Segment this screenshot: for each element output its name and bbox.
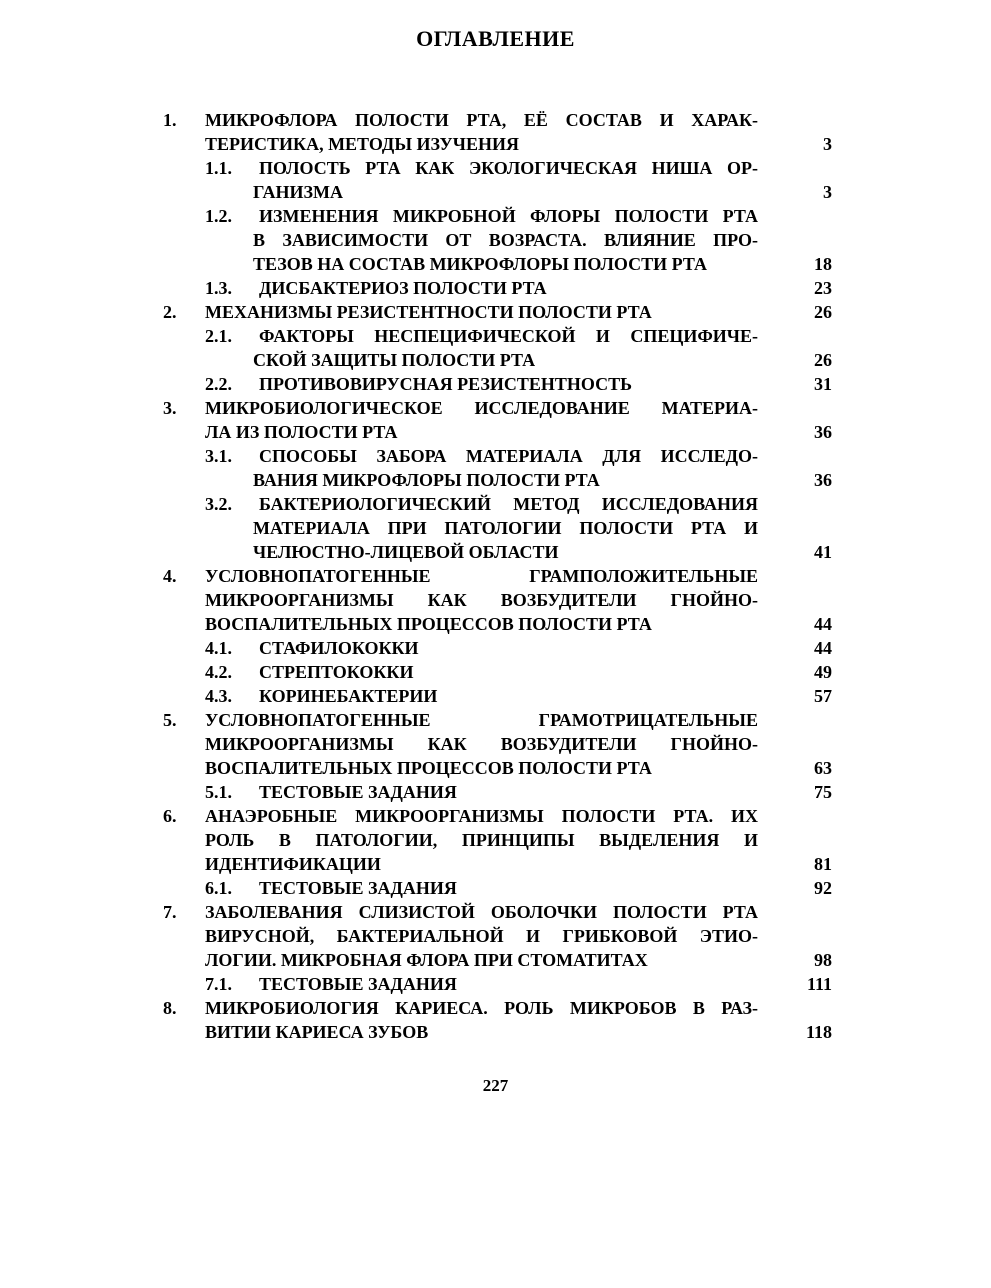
page-ref: 44 [814,638,832,658]
section-title: МИКРОБИОЛОГИЧЕСКОЕ ИССЛЕДОВАНИЕ МАТЕРИА- [205,398,758,418]
toc-line [0,300,991,324]
toc-line [0,780,991,804]
toc-line [0,252,991,276]
section-title: КОРИНЕБАКТЕРИИ [259,686,438,706]
toc-entry [0,804,991,876]
section-title: ЧЕЛЮСТНО-ЛИЦЕВОЙ ОБЛАСТИ [253,542,559,562]
toc-line [0,204,991,228]
section-title: ВАНИЯ МИКРОФЛОРЫ ПОЛОСТИ РТА [253,470,600,490]
page-ref: 75 [814,782,832,802]
section-title: СПОСОБЫ ЗАБОРА МАТЕРИАЛА ДЛЯ ИССЛЕДО- [259,446,758,466]
section-title: ПОЛОСТЬ РТА КАК ЭКОЛОГИЧЕСКАЯ НИША ОР- [259,158,758,178]
toc-entry [0,876,991,900]
section-title: ИДЕНТИФИКАЦИИ [205,854,381,874]
page-number: 227 [482,1076,509,1095]
toc-line [0,900,991,924]
page-title: ОГЛАВЛЕНИЕ [416,26,575,51]
toc-entry [0,156,991,204]
toc-line [0,852,991,876]
page-ref: 81 [814,854,832,874]
page-ref: 3 [823,134,832,154]
section-title: ПРОТИВОВИРУСНАЯ РЕЗИСТЕНТНОСТЬ [259,374,633,394]
toc-entry [0,660,991,684]
toc-line [0,804,991,828]
toc-line [0,684,991,708]
section-title: ВОСПАЛИТЕЛЬНЫХ ПРОЦЕССОВ ПОЛОСТИ РТА [205,614,652,634]
toc-entry [0,900,991,972]
toc-line [0,996,991,1020]
toc-line [0,1020,991,1044]
page-ref: 36 [814,422,832,442]
toc-line [0,468,991,492]
toc-entry [0,372,991,396]
toc-line [0,180,991,204]
section-title: ЛОГИИ. МИКРОБНАЯ ФЛОРА ПРИ СТОМАТИТАХ [205,950,648,970]
section-number: 1.3. [205,278,232,298]
section-title: ВОСПАЛИТЕЛЬНЫХ ПРОЦЕССОВ ПОЛОСТИ РТА [205,758,652,778]
toc-entry [0,972,991,996]
section-title: ТЕСТОВЫЕ ЗАДАНИЯ [259,782,457,802]
toc-line [0,156,991,180]
section-title: СКОЙ ЗАЩИТЫ ПОЛОСТИ РТА [253,350,536,370]
toc-line [0,948,991,972]
section-number: 2. [163,302,177,322]
section-number: 4.1. [205,638,232,658]
toc-entry [0,636,991,660]
toc-line [0,516,991,540]
section-title: ТЕСТОВЫЕ ЗАДАНИЯ [259,974,457,994]
page-ref: 23 [814,278,832,298]
section-title: ЛА ИЗ ПОЛОСТИ РТА [205,422,398,442]
toc-entry [0,276,991,300]
toc-line [0,924,991,948]
toc-entry [0,996,991,1044]
section-title: ВИРУСНОЙ, БАКТЕРИАЛЬНОЙ И ГРИБКОВОЙ ЭТИО- [205,926,758,946]
toc-line [0,444,991,468]
section-title: В ЗАВИСИМОСТИ ОТ ВОЗРАСТА. ВЛИЯНИЕ ПРО- [253,230,758,250]
toc-line [0,324,991,348]
section-title: ГАНИЗМА [253,182,343,202]
section-title: СТАФИЛОКОККИ [259,638,419,658]
toc-entry [0,324,991,372]
toc-line [0,276,991,300]
toc-line [0,876,991,900]
toc-line [0,396,991,420]
toc-line [0,132,991,156]
page-ref: 44 [814,614,832,634]
section-title: МАТЕРИАЛА ПРИ ПАТОЛОГИИ ПОЛОСТИ РТА И [253,518,758,538]
section-title: БАКТЕРИОЛОГИЧЕСКИЙ МЕТОД ИССЛЕДОВАНИЯ [259,494,758,514]
section-title: ФАКТОРЫ НЕСПЕЦИФИЧЕСКОЙ И СПЕЦИФИЧЕ- [259,326,758,346]
section-number: 6.1. [205,878,232,898]
toc-line [0,420,991,444]
section-title: ДИСБАКТЕРИОЗ ПОЛОСТИ РТА [259,278,547,298]
section-number: 1. [163,110,177,130]
page-ref: 49 [814,662,832,682]
toc-entry [0,444,991,492]
section-number: 4.3. [205,686,232,706]
page-ref: 26 [814,350,832,370]
page-ref: 41 [814,542,832,562]
section-title: ТЕЗОВ НА СОСТАВ МИКРОФЛОРЫ ПОЛОСТИ РТА [253,254,707,274]
section-title: ИЗМЕНЕНИЯ МИКРОБНОЙ ФЛОРЫ ПОЛОСТИ РТА [259,206,758,226]
section-title: МИКРОФЛОРА ПОЛОСТИ РТА, ЕЁ СОСТАВ И ХАРАК- [205,110,758,130]
section-title: ВИТИИ КАРИЕСА ЗУБОВ [205,1022,429,1042]
toc-line [0,972,991,996]
section-title: МИКРООРГАНИЗМЫ КАК ВОЗБУДИТЕЛИ ГНОЙНО- [205,590,758,610]
toc-entry [0,204,991,276]
section-number: 2.1. [205,326,232,346]
section-number: 3.2. [205,494,232,514]
toc-line [0,732,991,756]
toc-line [0,756,991,780]
section-title: УСЛОВНОПАТОГЕННЫЕ ГРАМПОЛОЖИТЕЛЬНЫЕ [205,566,758,586]
toc-line [0,660,991,684]
page-ref: 63 [814,758,832,778]
section-number: 6. [163,806,177,826]
page-ref: 57 [814,686,832,706]
section-number: 1.1. [205,158,232,178]
page-ref: 92 [814,878,832,898]
section-number: 7.1. [205,974,232,994]
section-number: 2.2. [205,374,232,394]
page-ref: 118 [805,1022,832,1042]
toc-line [0,564,991,588]
toc-line [0,612,991,636]
page-ref: 18 [814,254,832,274]
table-of-contents [0,108,991,1044]
section-title: РОЛЬ В ПАТОЛОГИИ, ПРИНЦИПЫ ВЫДЕЛЕНИЯ И [205,830,758,850]
toc-entry [0,108,991,156]
toc-entry [0,708,991,780]
section-title: МИКРООРГАНИЗМЫ КАК ВОЗБУДИТЕЛИ ГНОЙНО- [205,734,758,754]
toc-line [0,828,991,852]
section-number: 4.2. [205,662,232,682]
section-number: 5.1. [205,782,232,802]
toc-line [0,492,991,516]
section-number: 8. [163,998,177,1018]
section-number: 7. [163,902,177,922]
page-ref: 111 [806,974,832,994]
page-ref: 26 [814,302,832,322]
toc-line [0,540,991,564]
toc-line [0,228,991,252]
page-ref: 98 [814,950,832,970]
section-number: 3.1. [205,446,232,466]
section-title: ТЕРИСТИКА, МЕТОДЫ ИЗУЧЕНИЯ [205,134,519,154]
toc-entry [0,300,991,324]
section-number: 1.2. [205,206,232,226]
toc-line [0,348,991,372]
section-number: 4. [163,566,177,586]
section-title: МИКРОБИОЛОГИЯ КАРИЕСА. РОЛЬ МИКРОБОВ В РАЗ- [205,998,758,1018]
toc-entry [0,780,991,804]
page-ref: 3 [823,182,832,202]
toc-line [0,108,991,132]
section-title: ЗАБОЛЕВАНИЯ СЛИЗИСТОЙ ОБОЛОЧКИ ПОЛОСТИ РТА [205,902,758,922]
toc-line [0,588,991,612]
page-ref: 36 [814,470,832,490]
section-number: 3. [163,398,177,418]
toc-entry [0,492,991,564]
toc-entry [0,396,991,444]
section-title: СТРЕПТОКОККИ [259,662,414,682]
toc-line [0,636,991,660]
section-title: ТЕСТОВЫЕ ЗАДАНИЯ [259,878,457,898]
section-title: АНАЭРОБНЫЕ МИКРООРГАНИЗМЫ ПОЛОСТИ РТА. ИХ [205,806,758,826]
section-number: 5. [163,710,177,730]
section-title: МЕХАНИЗМЫ РЕЗИСТЕНТНОСТИ ПОЛОСТИ РТА [205,302,652,322]
toc-line [0,708,991,732]
toc-line [0,372,991,396]
section-title: УСЛОВНОПАТОГЕННЫЕ ГРАМОТРИЦАТЕЛЬНЫЕ [205,710,758,730]
toc-entry [0,684,991,708]
toc-entry [0,564,991,636]
page-ref: 31 [814,374,832,394]
